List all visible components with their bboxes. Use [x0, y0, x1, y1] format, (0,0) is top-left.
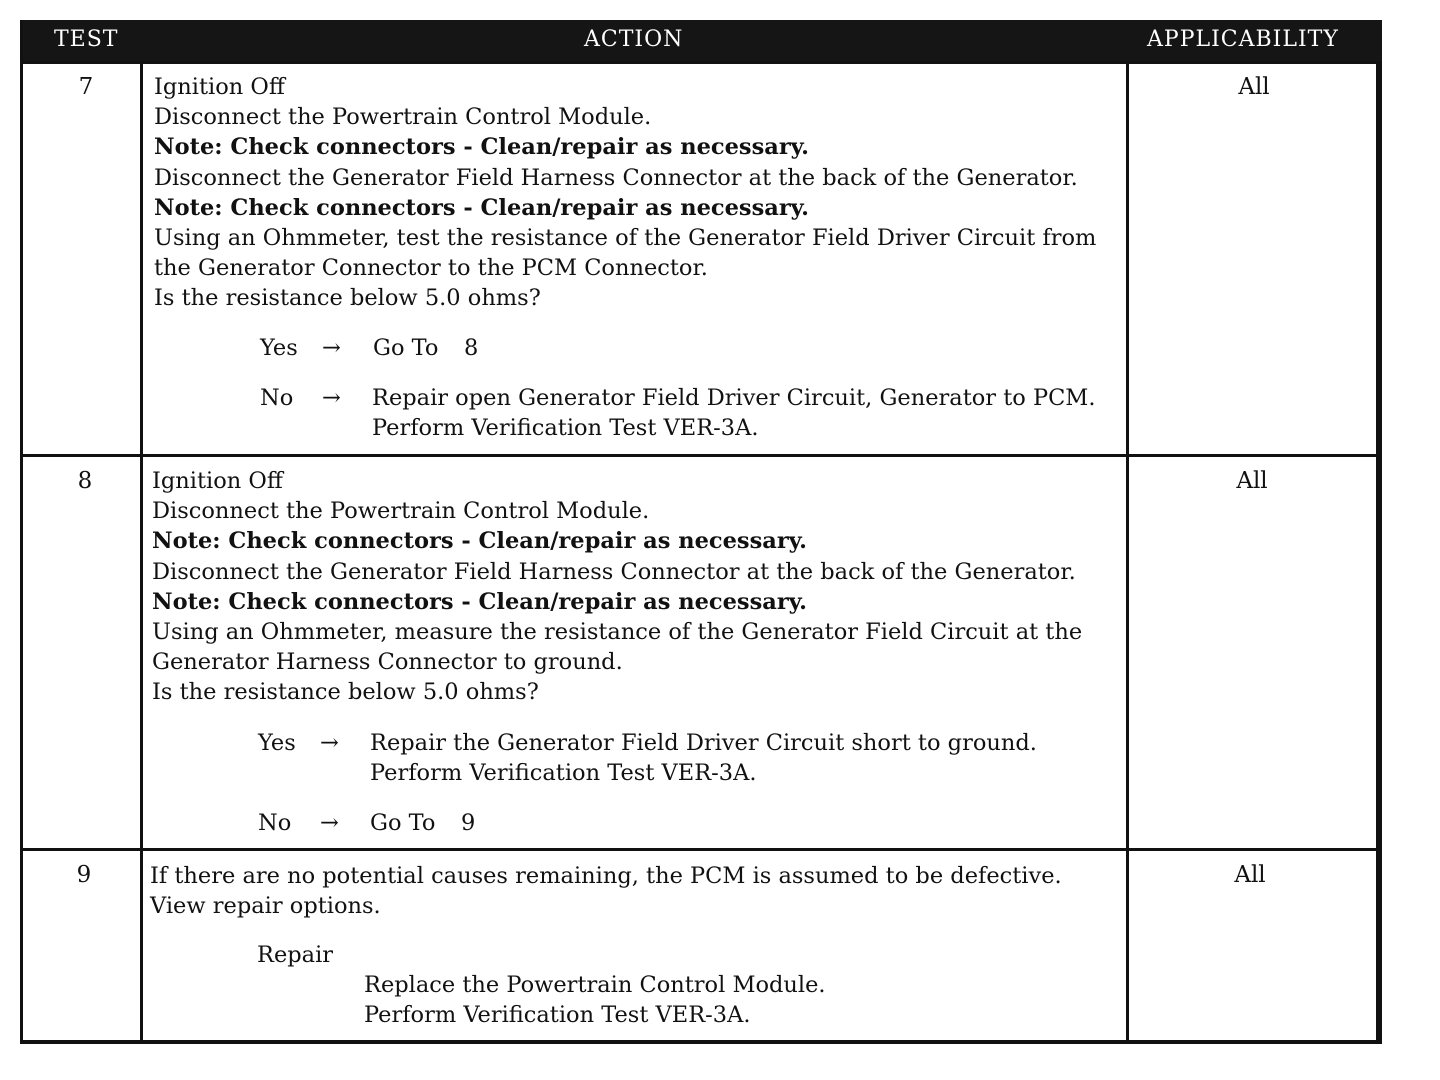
- result-line: Perform Verification Test VER-3A.: [372, 415, 759, 441]
- test-number: 7: [78, 74, 94, 100]
- applicability-value: All: [1236, 468, 1268, 494]
- note-line: Note: Check connectors - Clean/repair as necessary.: [152, 588, 807, 615]
- table-border-left: [20, 20, 23, 1044]
- go-to-text: Go To: [370, 810, 436, 836]
- action-text: [152, 466, 1082, 708]
- yes-label: Yes: [260, 335, 298, 361]
- action-line: Is the resistance below 5.0 ohms?: [154, 285, 541, 312]
- action-line: Disconnect the Generator Field Harness Connector at the back of the Generator.: [152, 558, 1076, 585]
- column-divider-action: [1126, 61, 1129, 1044]
- action-line: Disconnect the Powertrain Control Module.: [154, 104, 652, 131]
- table-header: [20, 20, 1382, 61]
- repair-line: Perform Verification Test VER-3A.: [364, 1002, 751, 1028]
- action-line: Generator Harness Connector to ground.: [152, 649, 623, 676]
- action-line: the Generator Connector to the PCM Connector.: [154, 255, 708, 282]
- note-line: Note: Check connectors - Clean/repair as necessary.: [152, 528, 807, 555]
- go-to-target: 9: [461, 810, 476, 836]
- row-divider: [20, 61, 1382, 64]
- repair-label: Repair: [257, 942, 334, 968]
- action-line: If there are no potential causes remaining, the PCM is assumed to be defective.: [150, 863, 1062, 889]
- arrow-icon: →: [322, 385, 341, 411]
- arrow-icon: →: [320, 730, 339, 756]
- diagnostic-table: [20, 20, 1382, 1044]
- action-line: Disconnect the Powertrain Control Module.: [152, 498, 650, 525]
- note-line: Note: Check connectors - Clean/repair as necessary.: [154, 194, 809, 221]
- header-test: TEST: [54, 27, 119, 52]
- arrow-icon: →: [322, 335, 341, 361]
- no-label: No: [258, 810, 292, 836]
- action-line: Using an Ohmmeter, measure the resistance of the Generator Field Circuit at the: [152, 619, 1083, 646]
- test-number: 8: [77, 468, 93, 494]
- note-line: Note: Check connectors - Clean/repair as necessary.: [154, 134, 809, 161]
- test-number: 9: [76, 862, 92, 888]
- row-divider: [20, 848, 1382, 851]
- repair-line: Replace the Powertrain Control Module.: [364, 972, 826, 998]
- arrow-icon: →: [320, 810, 339, 836]
- action-text: [154, 72, 1096, 314]
- action-line: Is the resistance below 5.0 ohms?: [152, 679, 539, 706]
- result-line: Perform Verification Test VER-3A.: [370, 760, 757, 786]
- header-applicability: APPLICABILITY: [1147, 27, 1339, 52]
- no-label: No: [260, 385, 294, 411]
- action-text: [150, 861, 1062, 921]
- action-line: Ignition Off: [154, 74, 285, 100]
- column-divider-test: [140, 61, 143, 1044]
- applicability-value: All: [1234, 862, 1266, 888]
- result-line: Repair the Generator Field Driver Circuit short to ground.: [370, 730, 1037, 756]
- result-line: Repair open Generator Field Driver Circuit, Generator to PCM.: [372, 385, 1096, 411]
- yes-label: Yes: [258, 730, 296, 756]
- row-divider: [20, 454, 1382, 457]
- action-line: Ignition Off: [152, 468, 283, 494]
- go-to-text: Go To: [373, 335, 439, 361]
- action-line: View repair options.: [150, 893, 381, 920]
- action-line: Disconnect the Generator Field Harness Connector at the back of the Generator.: [154, 164, 1078, 191]
- go-to-target: 8: [464, 335, 479, 361]
- header-action: ACTION: [584, 27, 684, 52]
- action-line: Using an Ohmmeter, test the resistance of the Generator Field Driver Circuit from: [154, 225, 1097, 252]
- applicability-value: All: [1238, 74, 1270, 100]
